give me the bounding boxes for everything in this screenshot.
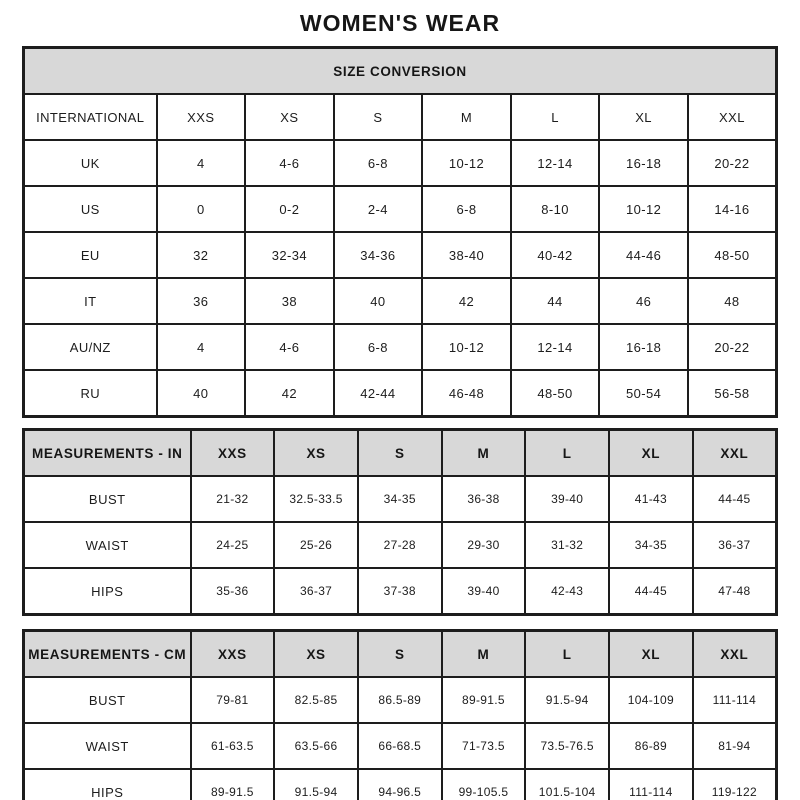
value-cell: 4-6 — [245, 324, 334, 370]
value-cell: L — [511, 94, 600, 140]
row-label-cell: HIPS — [24, 568, 191, 615]
row-label-cell: RU — [24, 370, 157, 417]
value-cell: 104-109 — [609, 677, 693, 723]
column-header-cell: M — [442, 430, 526, 477]
measurements-in-table — [22, 428, 778, 616]
value-cell: 8-10 — [511, 186, 600, 232]
value-cell: 91.5-94 — [274, 769, 358, 800]
value-cell: 39-40 — [525, 476, 609, 522]
value-cell: 38-40 — [422, 232, 511, 278]
column-header-cell: XS — [274, 430, 358, 477]
value-cell: 111-114 — [609, 769, 693, 800]
column-header-cell: XS — [274, 631, 358, 678]
column-header-row — [24, 631, 777, 678]
column-header-cell: XL — [609, 631, 693, 678]
value-cell: 10-12 — [422, 324, 511, 370]
column-header-cell: S — [358, 430, 442, 477]
table-row — [24, 94, 777, 140]
value-cell: M — [422, 94, 511, 140]
value-cell: 71-73.5 — [442, 723, 526, 769]
value-cell: 4-6 — [245, 140, 334, 186]
value-cell: 42 — [245, 370, 334, 417]
table-row — [24, 186, 777, 232]
value-cell: 20-22 — [688, 324, 777, 370]
column-header-cell: L — [525, 430, 609, 477]
value-cell: 0-2 — [245, 186, 334, 232]
value-cell: XS — [245, 94, 334, 140]
value-cell: 38 — [245, 278, 334, 324]
value-cell: 4 — [157, 140, 246, 186]
column-header-cell: XXS — [191, 631, 275, 678]
row-label-cell: US — [24, 186, 157, 232]
value-cell: 12-14 — [511, 140, 600, 186]
value-cell: 56-58 — [688, 370, 777, 417]
value-cell: 34-35 — [358, 476, 442, 522]
table-row — [24, 140, 777, 186]
row-label-cell: BUST — [24, 476, 191, 522]
value-cell: 10-12 — [599, 186, 688, 232]
value-cell: 41-43 — [609, 476, 693, 522]
value-cell: 32 — [157, 232, 246, 278]
value-cell: 32-34 — [245, 232, 334, 278]
value-cell: 63.5-66 — [274, 723, 358, 769]
value-cell: 6-8 — [422, 186, 511, 232]
value-cell: 46-48 — [422, 370, 511, 417]
column-header-cell: XXL — [693, 631, 777, 678]
row-label-cell: INTERNATIONAL — [24, 94, 157, 140]
value-cell: 39-40 — [442, 568, 526, 615]
value-cell: 24-25 — [191, 522, 275, 568]
table-row — [24, 278, 777, 324]
column-header-cell: XXL — [693, 430, 777, 477]
section-header-row — [24, 48, 777, 95]
table-row — [24, 723, 777, 769]
value-cell: 36-37 — [693, 522, 777, 568]
table-row — [24, 476, 777, 522]
value-cell: 86.5-89 — [358, 677, 442, 723]
row-label-cell: IT — [24, 278, 157, 324]
value-cell: 50-54 — [599, 370, 688, 417]
value-cell: 21-32 — [191, 476, 275, 522]
value-cell: 6-8 — [334, 140, 423, 186]
value-cell: 44 — [511, 278, 600, 324]
value-cell: 42 — [422, 278, 511, 324]
value-cell: 99-105.5 — [442, 769, 526, 800]
value-cell: 0 — [157, 186, 246, 232]
measurements-cm-table — [22, 629, 778, 800]
value-cell: 31-32 — [525, 522, 609, 568]
value-cell: 119-122 — [693, 769, 777, 800]
value-cell: 89-91.5 — [191, 769, 275, 800]
table-row — [24, 324, 777, 370]
value-cell: 4 — [157, 324, 246, 370]
value-cell: 79-81 — [191, 677, 275, 723]
column-header-cell: L — [525, 631, 609, 678]
value-cell: 27-28 — [358, 522, 442, 568]
value-cell: 36-37 — [274, 568, 358, 615]
row-label-cell: AU/NZ — [24, 324, 157, 370]
value-cell: 86-89 — [609, 723, 693, 769]
table-row — [24, 568, 777, 615]
value-cell: 37-38 — [358, 568, 442, 615]
value-cell: 73.5-76.5 — [525, 723, 609, 769]
size-conversion-table — [22, 46, 778, 418]
measurements-in-header: MEASUREMENTS - IN — [24, 430, 191, 477]
row-label-cell: WAIST — [24, 522, 191, 568]
value-cell: 20-22 — [688, 140, 777, 186]
value-cell: 44-46 — [599, 232, 688, 278]
value-cell: 2-4 — [334, 186, 423, 232]
column-header-cell: XL — [609, 430, 693, 477]
table-row — [24, 769, 777, 800]
page-title: WOMEN'S WEAR — [299, 10, 501, 36]
row-label-cell: HIPS — [24, 769, 191, 800]
value-cell: S — [334, 94, 423, 140]
value-cell: 32.5-33.5 — [274, 476, 358, 522]
value-cell: 89-91.5 — [442, 677, 526, 723]
value-cell: 12-14 — [511, 324, 600, 370]
table-row — [24, 677, 777, 723]
value-cell: 111-114 — [693, 677, 777, 723]
value-cell: 42-43 — [525, 568, 609, 615]
value-cell: XXS — [157, 94, 246, 140]
value-cell: 40 — [334, 278, 423, 324]
table-row — [24, 370, 777, 417]
value-cell: 29-30 — [442, 522, 526, 568]
measurements-cm-header: MEASUREMENTS - CM — [24, 631, 191, 678]
value-cell: 16-18 — [599, 324, 688, 370]
value-cell: 47-48 — [693, 568, 777, 615]
value-cell: 35-36 — [191, 568, 275, 615]
value-cell: 34-36 — [334, 232, 423, 278]
row-label-cell: EU — [24, 232, 157, 278]
value-cell: 82.5-85 — [274, 677, 358, 723]
column-header-cell: M — [442, 631, 526, 678]
value-cell: 48-50 — [511, 370, 600, 417]
value-cell: 81-94 — [693, 723, 777, 769]
table-row — [24, 522, 777, 568]
value-cell: 10-12 — [422, 140, 511, 186]
column-header-row — [24, 430, 777, 477]
value-cell: 6-8 — [334, 324, 423, 370]
value-cell: 44-45 — [609, 568, 693, 615]
value-cell: 91.5-94 — [525, 677, 609, 723]
row-label-cell: UK — [24, 140, 157, 186]
value-cell: 40 — [157, 370, 246, 417]
value-cell: 44-45 — [693, 476, 777, 522]
column-header-cell: S — [358, 631, 442, 678]
value-cell: 14-16 — [688, 186, 777, 232]
row-label-cell: WAIST — [24, 723, 191, 769]
value-cell: 16-18 — [599, 140, 688, 186]
value-cell: 36-38 — [442, 476, 526, 522]
value-cell: XL — [599, 94, 688, 140]
column-header-cell: XXS — [191, 430, 275, 477]
value-cell: 66-68.5 — [358, 723, 442, 769]
table-row — [24, 232, 777, 278]
size-conversion-header: SIZE CONVERSION — [24, 48, 777, 95]
value-cell: 42-44 — [334, 370, 423, 417]
value-cell: 34-35 — [609, 522, 693, 568]
value-cell: 46 — [599, 278, 688, 324]
value-cell: 94-96.5 — [358, 769, 442, 800]
value-cell: 25-26 — [274, 522, 358, 568]
row-label-cell: BUST — [24, 677, 191, 723]
value-cell: 61-63.5 — [191, 723, 275, 769]
value-cell: 48-50 — [688, 232, 777, 278]
value-cell: 36 — [157, 278, 246, 324]
value-cell: 48 — [688, 278, 777, 324]
value-cell: XXL — [688, 94, 777, 140]
value-cell: 101.5-104 — [525, 769, 609, 800]
value-cell: 40-42 — [511, 232, 600, 278]
